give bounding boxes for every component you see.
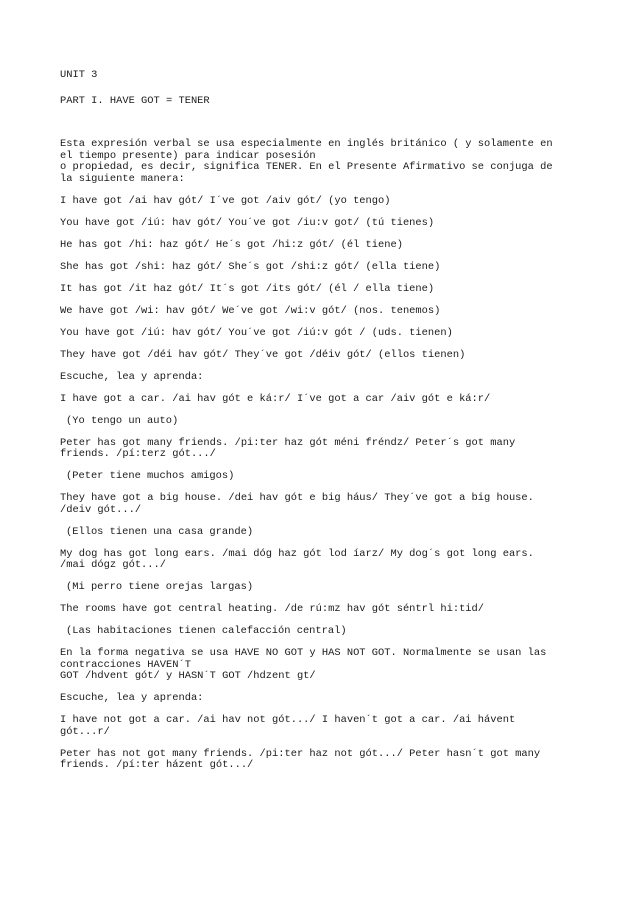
conjugation-line: You have got /iú: hav gót/ You´ve got /iú:v gót / (uds. tienen) [60, 326, 453, 339]
example-translation: (Las habitaciones tienen calefacción central) [66, 625, 347, 637]
intro-paragraph: Esta expresión verbal se usa especialmente en inglés británico ( y solamente en el tiempo presente) para indicar posesión o propiedad, es decir, significa TENER. En el Presente Afirmativo se conjuga de la siguiente manera: [60, 138, 553, 185]
conjugation-line: It has got /it haz gót/ It´s got /its gót/ (él / ella tiene) [60, 282, 435, 295]
unit-title: UNIT 3 [60, 69, 98, 81]
conjugation-line: She has got /shi: haz gót/ She´s got /shi:z gót/ (ella tiene) [60, 260, 441, 273]
example-sentence: I have got a car. /ai hav gót e ká:r/ I´ve got a car /aiv gót e ká:r/ [60, 392, 491, 405]
negative-intro-paragraph: En la forma negativa se usa HAVE NO GOT y HAS NOT GOT. Normalmente se usan las contracciones HAVEN´T GOT /hdvent gót/ y HASN´T GOT /hdzent gt/ [60, 647, 547, 682]
example-sentence: The rooms have got central heating. /de rú:mz hav gót séntrl hi:tid/ [60, 603, 485, 615]
conjugation-line: He has got /hi: haz gót/ He´s got /hi:z gót/ (él tiene) [60, 238, 403, 251]
example-translation: (Yo tengo un auto) [66, 414, 179, 427]
conjugation-line: I have got /ai hav gót/ I´ve got /aiv gót/ (yo tengo) [60, 194, 391, 207]
example-translation: (Ellos tienen una casa grande) [66, 525, 254, 538]
example-sentence: Peter has got many friends. /pi:ter haz gót méni fréndz/ Peter´s got many friends. /pí:terz gót.../ [60, 436, 516, 460]
example-sentence: They have got a big house. /dei hav gót e big háus/ They´ve got a big house. /deiv gót.../ [60, 492, 534, 516]
negative-example-sentence: Peter has not got many friends. /pi:ter haz not gót.../ Peter hasn´t got many friends. /pí:ter házent gót.../ [60, 747, 541, 771]
example-translation: (Mi perro tiene orejas largas) [66, 581, 254, 593]
document-body [60, 70, 620, 782]
example-translation: (Peter tiene muchos amigos) [66, 470, 235, 482]
conjugation-line: They have got /déi hav gót/ They´ve got /déiv gót/ (ellos tienen) [60, 348, 466, 361]
listen-heading: Escuche, lea y aprenda: [60, 692, 204, 704]
part-title: PART I. HAVE GOT = TENER [60, 94, 210, 107]
conjugation-line: You have got /iú: hav gót/ You´ve got /iu:v got/ (tú tienes) [60, 216, 435, 229]
negative-example-sentence: I have not got a car. /ai hav not gót.../ I haven´t got a car. /ai hávent gót...r/ [60, 714, 516, 738]
conjugation-line: We have got /wi: hav gót/ We´ve got /wi:v gót/ (nos. tenemos) [60, 304, 441, 317]
listen-heading: Escuche, lea y aprenda: [60, 370, 204, 383]
example-sentence: My dog has got long ears. /mai dóg haz gót lod íarz/ My dog´s got long ears. /mai dógz gót.../ [60, 547, 534, 571]
